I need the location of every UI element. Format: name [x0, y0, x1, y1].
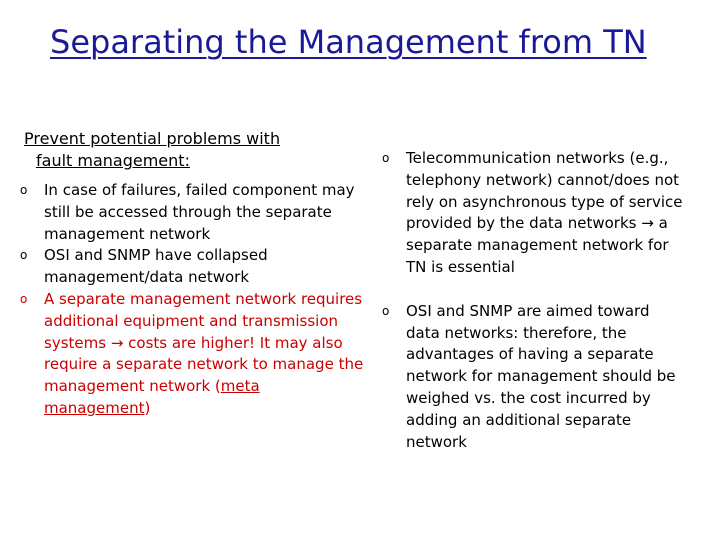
- right-bullet-1-text-b: a separate management network for TN is essential: [406, 214, 669, 276]
- spacer: [366, 279, 686, 301]
- left-bullet-1: [4, 180, 364, 245]
- bullet-marker: o: [20, 248, 28, 263]
- left-bullet-3-text-b: costs are higher! It may also require a separate network to manage the management network (: [44, 333, 364, 396]
- slide-title: Separating the Management from TN: [50, 23, 647, 61]
- left-bullet-3: [4, 289, 364, 420]
- right-bullet-2-text: OSI and SNMP are aimed toward data networks: therefore, the advantages of having a separate network for management should be weighed vs. the cost incurred by adding an additional separate network: [406, 301, 676, 451]
- left-heading-line1: Prevent potential problems with: [24, 129, 281, 148]
- right-bullet-2: [366, 301, 686, 454]
- left-bullet-1-text: In case of failures, failed component may still be accessed through the separate management network: [44, 181, 355, 243]
- bullet-marker: o: [382, 303, 390, 318]
- left-bullet-3-text-a: A separate management network requires additional equipment and transmission systems: [44, 289, 363, 352]
- left-bullet-3-end: ): [144, 398, 151, 417]
- bullet-marker: o: [20, 183, 28, 197]
- right-bullet-list: [366, 148, 686, 453]
- right-bullet-1-text-a: Telecommunication networks (e.g., telephony network) cannot/does not rely on asynchronous type of service provided by the data networks: [406, 149, 683, 233]
- bullet-marker: o: [382, 151, 390, 165]
- left-bullet-2: [4, 245, 364, 289]
- arrow-icon: →: [641, 214, 654, 233]
- meta-management-link[interactable]: meta management: [44, 377, 260, 417]
- left-bullet-list: [20, 180, 364, 420]
- right-bullet-1: [366, 148, 686, 279]
- bullet-marker: o: [20, 291, 28, 306]
- left-heading-line2: fault management:: [36, 151, 190, 170]
- left-bullet-2-text: OSI and SNMP have collapsed management/data network: [44, 246, 268, 287]
- arrow-icon: →: [110, 333, 124, 352]
- left-heading: [24, 128, 344, 172]
